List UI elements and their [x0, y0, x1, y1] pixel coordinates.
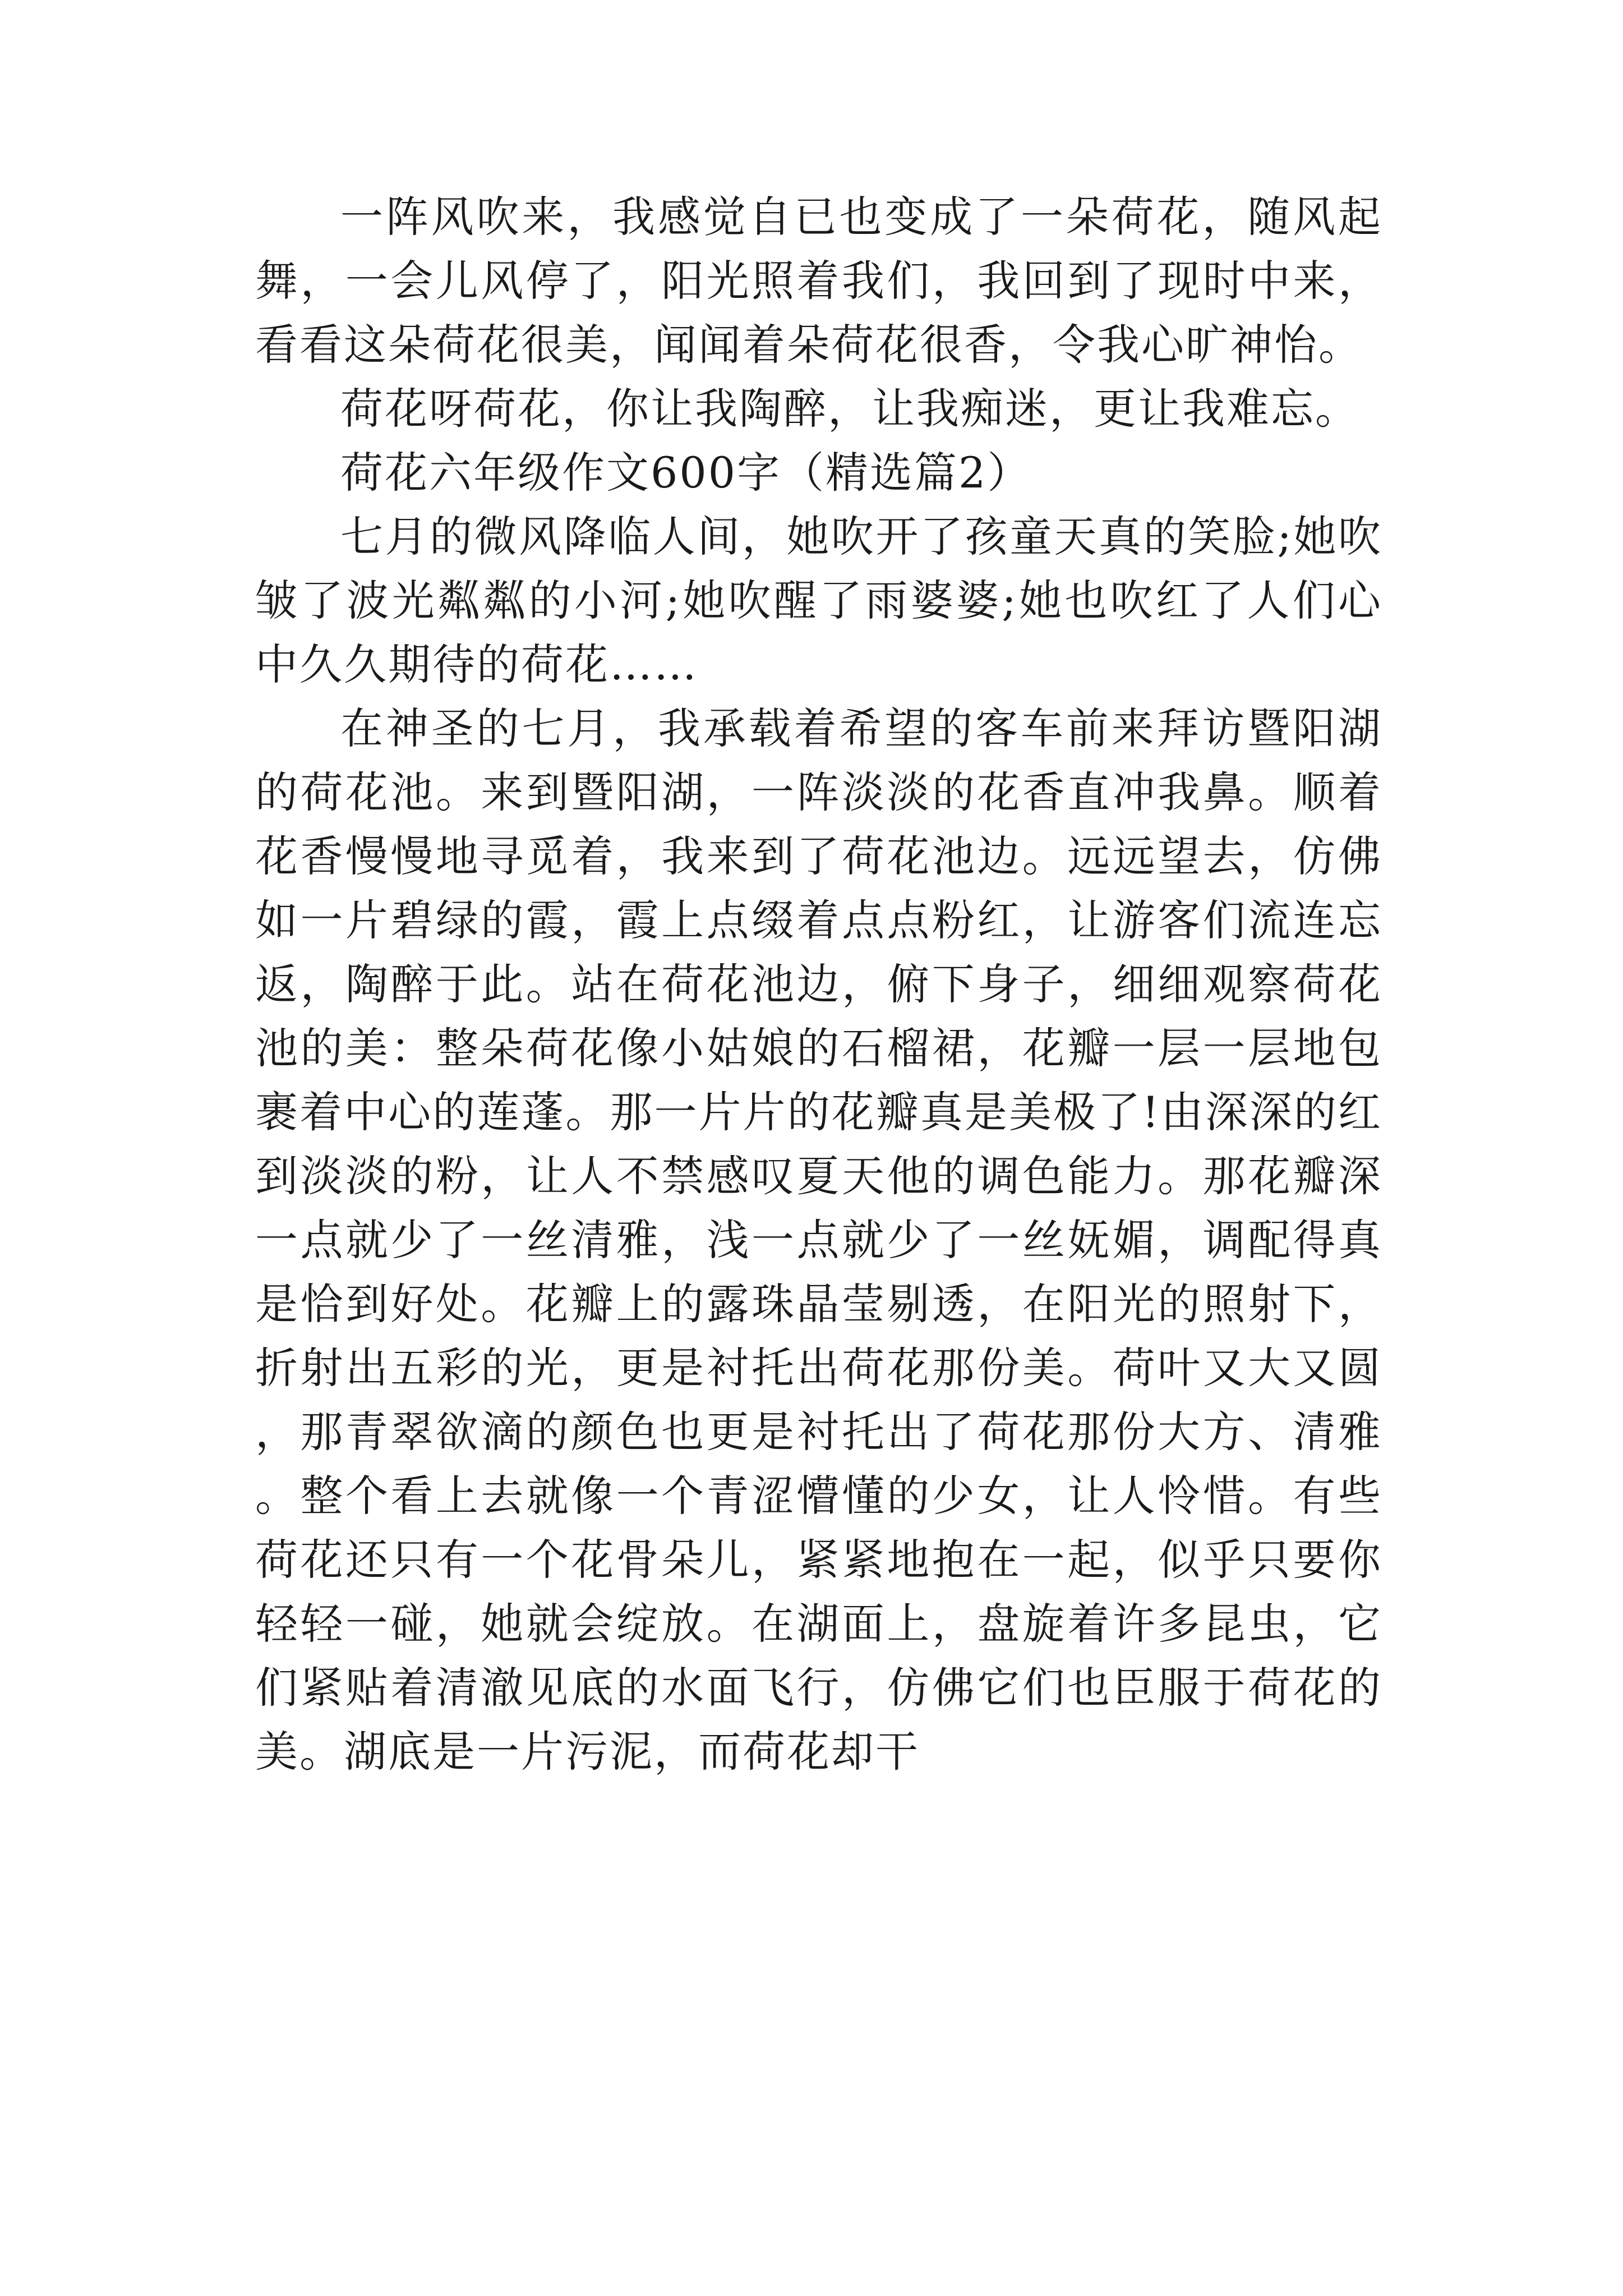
document-body: [255, 185, 1382, 1784]
paragraph-lotus-pond: 在神圣的七月，我承载着希望的客车前来拜访暨阳湖的荷花池。来到暨阳湖，一阵淡淡的花香直冲我鼻。顺着花香慢慢地寻觅着，我来到了荷花池边。远远望去，仿佛如一片碧绿的霞，霞上点缀着点点粉红，让游客们流连忘返，陶醉于此。站在荷花池边，俯下身子，细细观察荷花池的美：整朵荷花像小姑娘的石榴裙，花瓣一层一层地包裹着中心的莲蓬。那一片片的花瓣真是美极了!由深深的红到淡淡的粉，让人不禁感叹夏天他的调色能力。那花瓣深一点就少了一丝清雅，浅一点就少了一丝妩媚，调配得真是恰到好处。花瓣上的露珠晶莹剔透，在阳光的照射下，折射出五彩的光，更是衬托出荷花那份美。荷叶又大又圆，那青翠欲滴的颜色也更是衬托出了荷花那份大方、清雅。整个看上去就像一个青涩懵懂的少女，让人怜惜。有些荷花还只有一个花骨朵儿，紧紧地抱在一起，似乎只要你轻轻一碰，她就会绽放。在湖面上，盘旋着许多昆虫，它们紧贴着清澈见底的水面飞行，仿佛它们也臣服于荷花的美。湖底是一片污泥，而荷花却干: [255, 703, 1382, 1777]
paragraph-wind-dance: 一阵风吹来，我感觉自已也变成了一朵荷花，随风起舞，一会儿风停了，阳光照着我们，我回到了现时中来，看看这朵荷花很美，闻闻着朵荷花很香，令我心旷神怡。: [255, 192, 1382, 370]
paragraph-lotus-exclaim: 荷花呀荷花，你让我陶醉，让我痴迷，更让我难忘。: [340, 384, 1359, 434]
essay-title: 荷花六年级作文600字（精选篇2）: [340, 448, 1032, 498]
paragraph-july-breeze: 七月的微风降临人间，她吹开了孩童天真的笑脸;她吹皱了波光粼粼的小河;她吹醒了雨婆婆;她也吹红了人们心中久久期待的荷花……: [255, 512, 1382, 689]
